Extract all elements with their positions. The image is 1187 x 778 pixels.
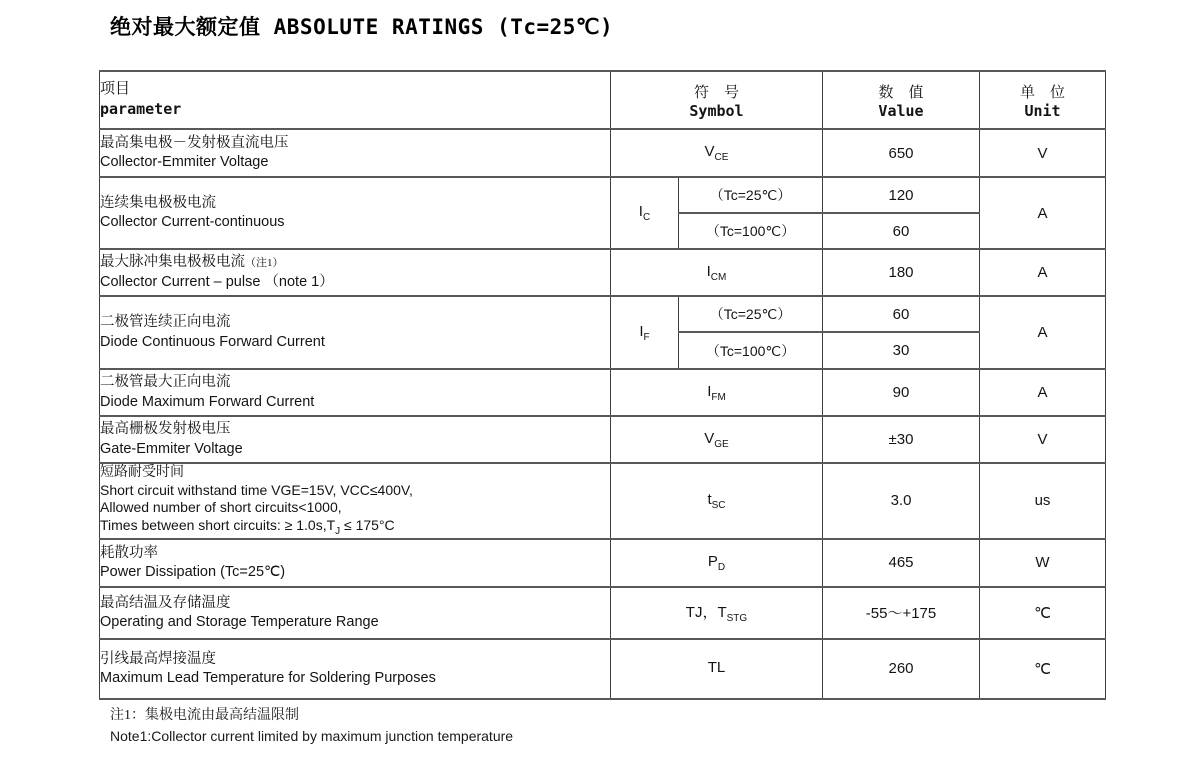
condition-cell: （Tc=100℃） <box>679 213 823 249</box>
symbol-cell <box>611 539 823 587</box>
symbol-sub: D <box>717 561 726 573</box>
symbol-cell <box>611 177 679 249</box>
header-parameter-en: parameter <box>100 100 182 118</box>
table-row-if <box>100 296 1106 332</box>
table-header-row <box>100 71 1106 129</box>
param-cell <box>100 129 611 177</box>
param-en: Power Dissipation (Tc=25℃) <box>100 563 286 580</box>
header-parameter-cn: 项目 <box>100 81 131 98</box>
param-en: Collector Current-continuous <box>100 214 285 230</box>
param-en: Maximum Lead Temperature for Soldering Purposes <box>100 669 436 686</box>
table-row-tl <box>100 639 1106 699</box>
unit-cell: us <box>980 463 1106 539</box>
symbol-sub: STG <box>726 613 748 625</box>
symbol-base: TJ，T <box>685 604 727 622</box>
table-row-vce <box>100 129 1106 177</box>
header-value-cn: 数 值 <box>878 84 924 101</box>
param-cell <box>100 369 611 416</box>
param-en-line1: Short circuit withstand time VGE=15V, VCC≤400V, <box>100 481 413 498</box>
param-en: Operating and Storage Temperature Range <box>100 613 379 630</box>
value-cell: 465 <box>823 539 980 587</box>
header-symbol-cn: 符 号 <box>693 84 739 101</box>
param-en-line3-post: ≤ 175°C <box>340 516 395 533</box>
param-cn: 最高集电极－发射极直流电压 <box>100 134 289 151</box>
symbol-cell <box>611 463 823 539</box>
param-cn: 连续集电极极电流 <box>100 194 216 211</box>
value-cell: 180 <box>823 249 980 296</box>
symbol-base: V <box>704 143 715 160</box>
param-en: Collector-Emmiter Voltage <box>100 154 269 170</box>
symbol-cell <box>611 129 823 177</box>
symbol-base: V <box>704 429 715 447</box>
value-cell: 260 <box>823 639 980 699</box>
value-cell: ±30 <box>823 416 980 463</box>
header-value-en: Value <box>878 101 924 120</box>
symbol-cell <box>611 639 823 699</box>
symbol-base: I <box>638 203 643 220</box>
symbol-sub: CE <box>714 152 729 163</box>
absolute-ratings-table <box>99 70 1106 700</box>
param-cn-note: （注1） <box>245 257 284 270</box>
symbol-base: P <box>707 552 718 570</box>
param-cn: 耗散功率 <box>100 544 158 561</box>
header-value <box>823 71 980 129</box>
footnotes <box>110 706 513 747</box>
param-cell <box>100 587 611 639</box>
param-cn <box>100 253 610 272</box>
param-cn: 最高栅极发射极电压 <box>100 421 231 438</box>
param-en-line3-pre: Times between short circuits: ≥ 1.0s,T <box>100 516 336 533</box>
header-parameter <box>100 71 611 129</box>
header-unit-cn: 单 位 <box>1019 84 1065 101</box>
param-cn: 短路耐受时间 <box>100 465 184 480</box>
condition-cell: （Tc=25℃） <box>679 177 823 213</box>
condition-cell: （Tc=25℃） <box>679 296 823 332</box>
header-symbol-en: Symbol <box>689 101 744 120</box>
condition-cell: （Tc=100℃） <box>679 332 823 369</box>
param-en-line3-sub: J <box>335 525 341 537</box>
param-cn: 二极管最大正向电流 <box>100 374 231 391</box>
table-row-ic <box>100 177 1106 213</box>
table-row-icm <box>100 249 1106 296</box>
value-cell: 120 <box>823 177 980 213</box>
symbol-sub: GE <box>714 438 729 450</box>
param-en: Gate-Emmiter Voltage <box>100 440 243 457</box>
param-cell <box>100 639 611 699</box>
param-en: Diode Maximum Forward Current <box>100 393 315 410</box>
param-cell <box>100 539 611 587</box>
unit-cell: ℃ <box>980 587 1106 639</box>
value-cell: 60 <box>823 296 980 332</box>
table-row-pd <box>100 539 1106 587</box>
page-title: 绝对最大额定值 ABSOLUTE RATINGS (Tc=25℃) <box>110 15 614 39</box>
footnote-en: Note1:Collector current limited by maximum junction temperature <box>110 728 514 745</box>
header-unit <box>980 71 1106 129</box>
param-cell <box>100 177 611 249</box>
symbol-sub: SC <box>711 499 726 511</box>
unit-cell: A <box>980 296 1106 369</box>
symbol-base: I <box>639 322 644 340</box>
unit-cell: V <box>980 416 1106 463</box>
table-row-tsc <box>100 463 1106 539</box>
param-cell <box>100 249 611 296</box>
symbol-cell <box>611 587 823 639</box>
symbol-cell <box>611 416 823 463</box>
param-en: Collector Current – pulse （note 1） <box>100 273 334 290</box>
param-en-line2: Allowed number of short circuits<1000, <box>100 499 342 515</box>
header-unit-en: Unit <box>1024 101 1061 120</box>
symbol-base: TL <box>707 658 726 676</box>
table-row-ifm <box>100 369 1106 416</box>
param-cn: 最高结温及存储温度 <box>100 594 231 611</box>
unit-cell: A <box>980 177 1106 249</box>
param-cell <box>100 463 611 539</box>
symbol-sub: C <box>642 212 651 223</box>
symbol-cell <box>611 296 679 369</box>
footnote-cn: 注1：集极电流由最高结温限制 <box>110 708 299 723</box>
param-cn: 二极管连续正向电流 <box>100 314 231 331</box>
symbol-base: I <box>706 262 711 280</box>
symbol-sub: F <box>643 331 650 343</box>
value-cell: 60 <box>823 213 980 249</box>
value-cell: 30 <box>823 332 980 369</box>
header-symbol <box>611 71 823 129</box>
value-cell: 90 <box>823 369 980 416</box>
symbol-sub: FM <box>711 391 726 403</box>
param-cn: 引线最高焊接温度 <box>100 650 216 667</box>
unit-cell: ℃ <box>980 639 1106 699</box>
value-cell: 650 <box>823 129 980 177</box>
unit-cell: V <box>980 129 1106 177</box>
symbol-base: t <box>707 490 712 508</box>
param-en: Diode Continuous Forward Current <box>100 333 325 350</box>
table-row-vge <box>100 416 1106 463</box>
value-cell: 3.0 <box>823 463 980 539</box>
unit-cell: A <box>980 249 1106 296</box>
param-en-line3 <box>100 517 610 538</box>
param-cn-text: 最大脉冲集电极极电流 <box>100 254 245 271</box>
symbol-cell <box>611 249 823 296</box>
symbol-cell <box>611 369 823 416</box>
param-cell <box>100 296 611 369</box>
unit-cell: A <box>980 369 1106 416</box>
unit-cell: W <box>980 539 1106 587</box>
value-cell: -55～+175 <box>823 587 980 639</box>
symbol-sub: CM <box>710 271 727 283</box>
param-cell <box>100 416 611 463</box>
symbol-base: I <box>707 382 712 400</box>
table-row-tj-tstg <box>100 587 1106 639</box>
